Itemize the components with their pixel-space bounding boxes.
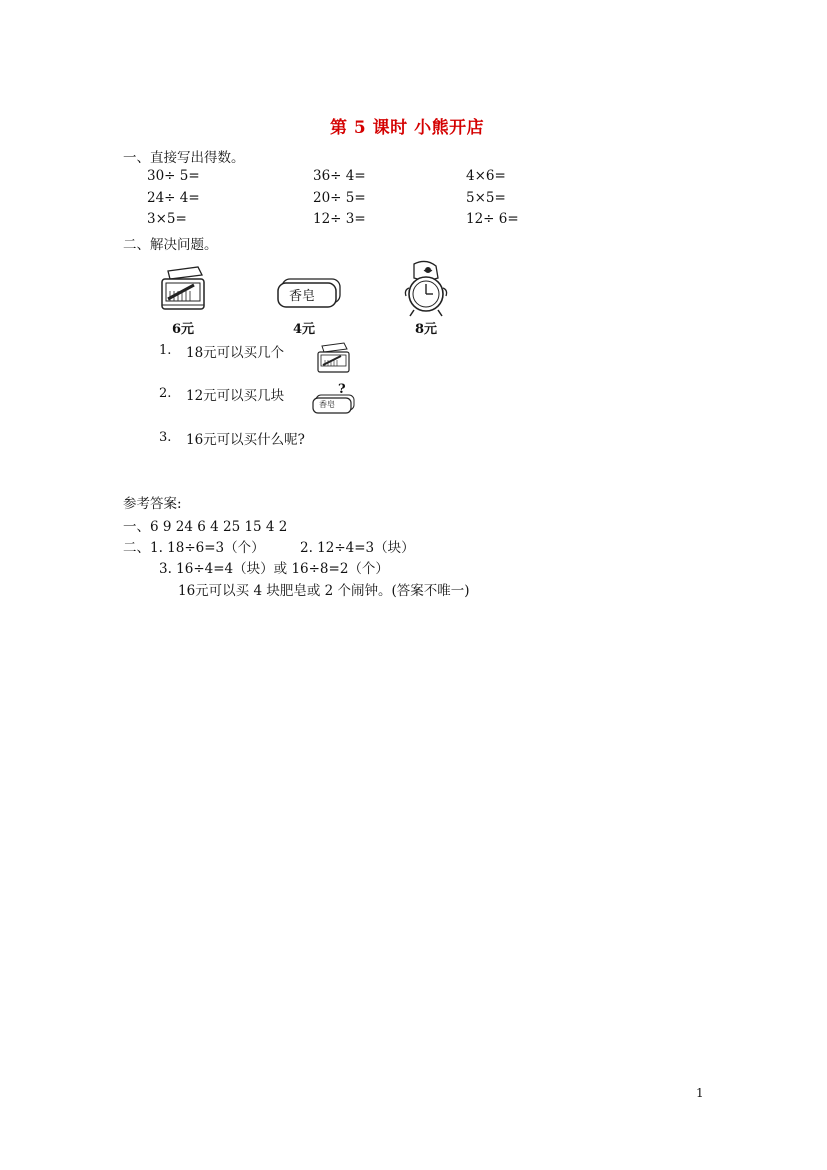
soap-price: 4元 xyxy=(293,322,316,337)
answers-line-4: 16元可以买 4 块肥皂或 2 个闹钟。(答案不唯一) xyxy=(178,583,470,599)
answers-line-2b: 2. 12÷4=3（块） xyxy=(300,540,415,556)
answers-heading: 参考答案: xyxy=(123,496,182,512)
section1-heading: 一、直接写出得数。 xyxy=(123,150,245,166)
problem-3-1: 3×5= xyxy=(147,211,187,227)
section2-heading: 二、解决问题。 xyxy=(123,237,218,253)
answers-line-3: 3. 16÷4=4（块）或 16÷8=2（个） xyxy=(159,561,389,577)
alarm-clock-icon xyxy=(402,260,450,318)
problem-2-1: 24÷ 4= xyxy=(147,190,200,206)
soap-small-label: 香皂 xyxy=(319,400,335,409)
question-3-text: 16元可以买什么呢? xyxy=(186,432,305,448)
pencil-case-price: 6元 xyxy=(172,322,195,337)
answers-line-2a: 二、1. 18÷6=3（个） xyxy=(123,540,265,556)
soap-label: 香皂 xyxy=(289,289,316,304)
problem-3-3: 12÷ 6= xyxy=(466,211,519,227)
question-2-text: 12元可以买几块 xyxy=(186,388,285,404)
question-1-number: 1. xyxy=(159,343,172,358)
problem-1-1: 30÷ 5= xyxy=(147,168,200,184)
problem-1-2: 36÷ 4= xyxy=(313,168,366,184)
problem-3-2: 12÷ 3= xyxy=(313,211,366,227)
question-3-number: 3. xyxy=(159,430,172,445)
question-1-text: 18元可以买几个 xyxy=(186,345,285,361)
question-2-number: 2. xyxy=(159,386,172,401)
problem-2-3: 5×5= xyxy=(466,190,506,206)
question-mark: ? xyxy=(338,382,346,397)
problem-2-2: 20÷ 5= xyxy=(313,190,366,206)
answers-line-1: 一、6 9 24 6 4 25 15 4 2 xyxy=(123,519,288,535)
pencil-case-icon xyxy=(158,265,208,313)
page-number: 1 xyxy=(696,1086,704,1100)
alarm-clock-price: 8元 xyxy=(415,322,438,337)
pencil-case-small-icon xyxy=(316,342,352,374)
problem-1-3: 4×6= xyxy=(466,168,506,184)
page-title: 第 5 课时 小熊开店 xyxy=(330,118,485,138)
